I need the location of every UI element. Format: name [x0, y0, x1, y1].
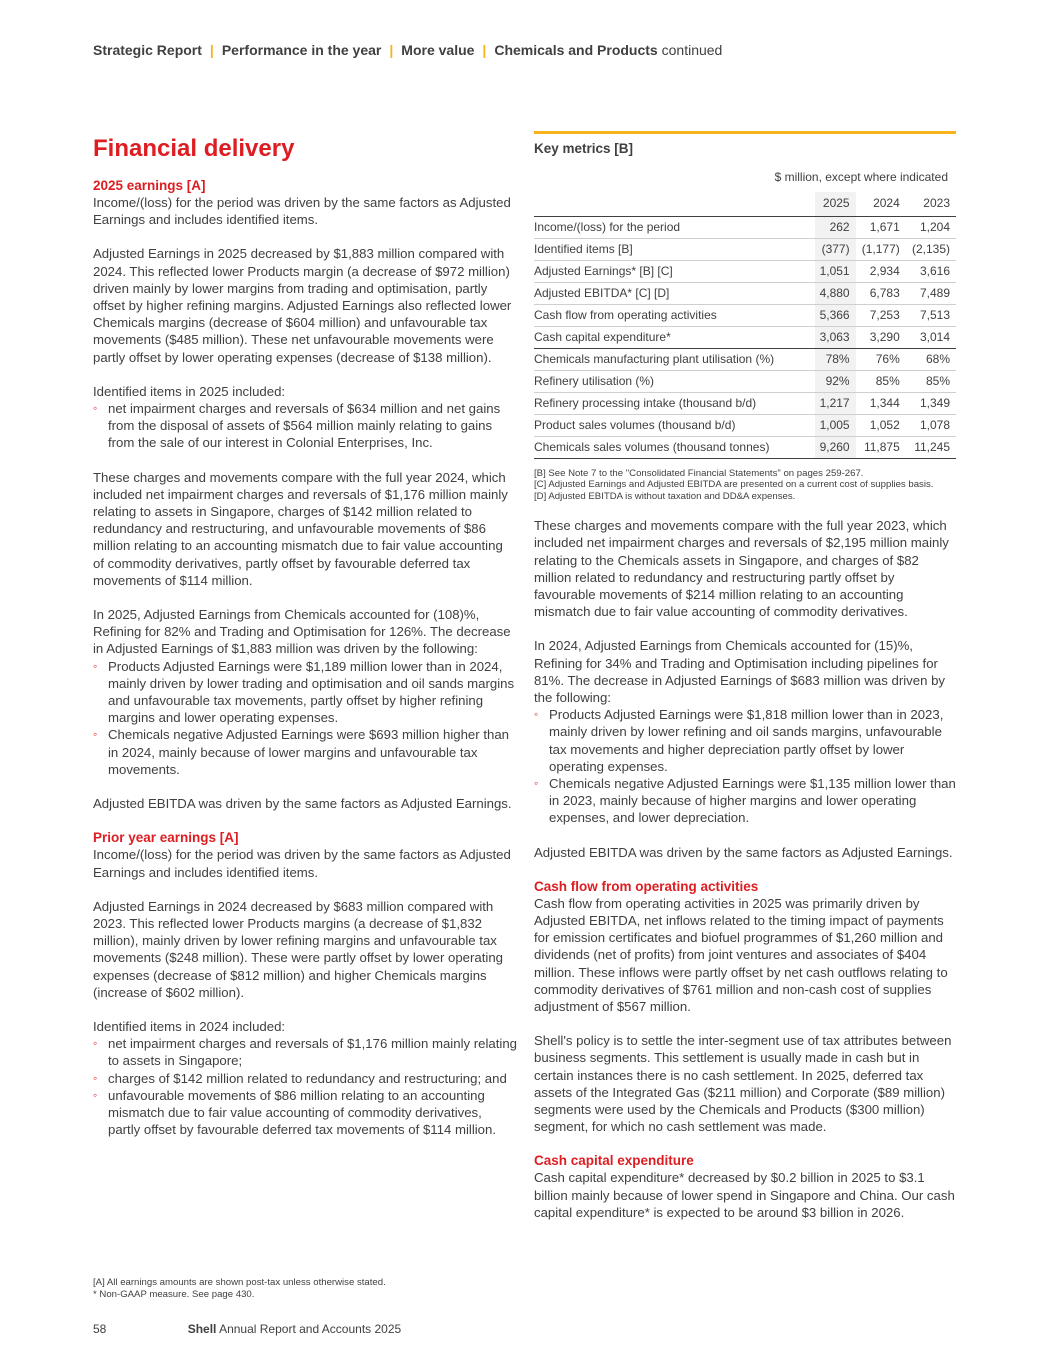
cell-2024: 7,253: [856, 304, 906, 326]
breadcrumb-separator: |: [389, 42, 394, 58]
row-label: Adjusted Earnings* [B] [C]: [534, 260, 815, 282]
page-footnotes: [93, 1277, 386, 1301]
cell-2023: 1,204: [906, 216, 956, 238]
cell-2024: 1,671: [856, 216, 906, 238]
cell-2025: (377): [815, 238, 856, 260]
footnote: * Non-GAAP measure. See page 430.: [93, 1289, 255, 1300]
cell-2023: 1,349: [906, 392, 956, 414]
list-item: ◦ Chemicals negative Adjusted Earnings were $693 million higher than in 2024, mainly because of lower margins and unfavourable tax movements.: [93, 726, 517, 778]
table-row: [534, 348, 956, 370]
list-item: ◦ net impairment charges and reversals of $1,176 million mainly relating to assets in Singapore;: [93, 1035, 517, 1069]
row-label: Identified items [B]: [534, 238, 815, 260]
table-note: [D] Adjusted EBITDA is without taxation and DD&A expenses.: [534, 490, 796, 502]
page-title: Financial delivery: [93, 135, 295, 162]
table-row: [534, 304, 956, 326]
breadcrumb-item-more-value[interactable]: More value: [401, 42, 475, 58]
list-item: ◦ charges of $142 million related to redundancy and restructuring; and: [93, 1070, 517, 1087]
table-row: [534, 392, 956, 414]
cell-2024: 76%: [856, 348, 906, 370]
row-label: Income/(loss) for the period: [534, 216, 815, 238]
paragraph: In 2024, Adjusted Earnings from Chemicals accounted for (15)%, Refining for 34% and Trading and Optimisation including pipelines for 81%. The decrease in Adjusted Earnings of $683 million was driven by the following:: [534, 638, 946, 705]
table-row: [534, 260, 956, 282]
table-row: [534, 238, 956, 260]
cell-2025: 1,051: [815, 260, 856, 282]
cell-2025: 9,260: [815, 436, 856, 458]
breadcrumb-item-strategic-report[interactable]: Strategic Report: [93, 42, 202, 58]
table-row: [534, 436, 956, 458]
cell-2024: 1,344: [856, 392, 906, 414]
bullet-list: [534, 706, 956, 826]
row-label: Chemicals sales volumes (thousand tonnes): [534, 436, 815, 458]
cell-2023: 7,513: [906, 304, 956, 326]
bullet-list: [93, 1035, 517, 1138]
table-header-2024: 2024: [856, 192, 906, 216]
cell-2023: 3,014: [906, 326, 956, 348]
cell-2023: 3,616: [906, 260, 956, 282]
cell-2024: 3,290: [856, 326, 906, 348]
cell-2025: 262: [815, 216, 856, 238]
paragraph: In 2025, Adjusted Earnings from Chemicals accounted for (108)%, Refining for 82% and Trading and Optimisation for 126%. The decrease in Adjusted Earnings of $1,883 million was driven by the following:: [93, 607, 511, 657]
key-metrics-unit: $ million, except where indicated: [774, 170, 948, 185]
key-metrics-rule: [534, 131, 956, 134]
row-label: Chemicals manufacturing plant utilisation (%): [534, 348, 815, 370]
cell-2023: 1,078: [906, 414, 956, 436]
cell-2024: 1,052: [856, 414, 906, 436]
cell-2025: 5,366: [815, 304, 856, 326]
paragraph: Cash flow from operating activities in 2025 was primarily driven by Adjusted EBITDA, net inflows related to the timing impact of payments for emission certificates and biofuel programmes of $1,260 million and dividends (net of profits) from joint ventures and associates of $404 million. These inflows were partly offset by net cash outflows relating to commodity derivatives of $761 million and non-cash cost of supplies adjustment of $567 million.: [534, 895, 948, 1014]
breadcrumb-continued: continued: [661, 42, 723, 58]
paragraph: Adjusted EBITDA was driven by the same factors as Adjusted Earnings.: [534, 844, 953, 860]
paragraph: Adjusted Earnings in 2025 decreased by $1,883 million compared with 2024. This reflected lower Products margin (a decrease of $972 million) driven mainly by lower margins from trading and optimisation, partly offset by higher refining margins. Adjusted Earnings also reflected lower Chemicals margins (decrease of $604 million) and unfavourable tax movements ($485 million). These net unfavourable movements were partly offset by lower operating expenses (decrease of $138 million).: [93, 246, 512, 365]
cell-2025: 1,217: [815, 392, 856, 414]
cell-2024: 11,875: [856, 436, 906, 458]
table-header-2023: 2023: [906, 192, 956, 216]
cell-2023: (2,135): [906, 238, 956, 260]
footnote: [A] All earnings amounts are shown post-tax unless otherwise stated.: [93, 1277, 386, 1288]
paragraph: Cash capital expenditure* decreased by $0.2 billion in 2025 to $3.1 billion mainly because of lower spend in Singapore and China. Our cash capital expenditure* is expected to be around $3 billion in 2026.: [534, 1170, 955, 1220]
table-row: [534, 370, 956, 392]
page-number: 58: [93, 1322, 107, 1336]
row-label: Cash flow from operating activities: [534, 304, 815, 326]
breadcrumb-separator: |: [209, 42, 214, 58]
right-column: [534, 134, 956, 1238]
table-header-row: [534, 192, 956, 216]
cell-2024: 6,783: [856, 282, 906, 304]
brand-name: Shell: [187, 1322, 217, 1336]
list-item: ◦ Products Adjusted Earnings were $1,818 million lower than in 2023, mainly driven by lower refining and oil sands margins, unfavourable tax movements and higher depreciation partly offset by lower operating expenses.: [534, 706, 956, 775]
cell-2025: 78%: [815, 348, 856, 370]
breadcrumb: [93, 42, 722, 58]
paragraph: Adjusted Earnings in 2024 decreased by $683 million compared with 2023. This reflected lower Products margins (a decrease of $1,832 million), mainly driven by lower refining margins and unfavourable tax movements ($248 million). These were partly offset by lower operating expenses (decrease of $812 million) and higher Chemicals margins (increase of $602 million).: [93, 898, 503, 1000]
breadcrumb-item-chemicals[interactable]: Chemicals and Products: [494, 42, 658, 58]
table-row: [534, 216, 956, 238]
cell-2024: 85%: [856, 370, 906, 392]
table-row: [534, 414, 956, 436]
cell-2025: 3,063: [815, 326, 856, 348]
paragraph: These charges and movements compare with the full year 2024, which included net impairment charges and reversals of $1,176 million mainly relating to assets in Singapore, charges of $142 million related to redundancy and restructuring, and unfavourable movements of $86 million relating to an accounting mismatch due to fair value accounting of commodity derivatives, partly offset by favourable deferred tax movements of $114 million.: [93, 469, 508, 588]
cell-2023: 85%: [906, 370, 956, 392]
list-item: ◦ unfavourable movements of $86 million relating to an accounting mismatch due to fair value accounting of commodity derivatives, partly offset by favourable deferred tax movements of $114 million.: [93, 1087, 517, 1139]
breadcrumb-item-performance[interactable]: Performance in the year: [221, 42, 382, 58]
row-label: Product sales volumes (thousand b/d): [534, 414, 815, 436]
bullet-list: [93, 400, 517, 452]
row-label: Adjusted EBITDA* [C] [D]: [534, 282, 815, 304]
cell-2023: 68%: [906, 348, 956, 370]
bullet-list: [93, 658, 517, 778]
cell-2024: (1,177): [856, 238, 906, 260]
page-footer: [93, 1322, 401, 1336]
cash-capex-heading: Cash capital expenditure: [534, 1153, 694, 1169]
row-label: Refinery utilisation (%): [534, 370, 815, 392]
list-item: ◦ net impairment charges and reversals of $634 million and net gains from the disposal of assets of $564 million mainly relating to gains from the sale of our interest in Colonial Enterprises, Inc.: [93, 400, 517, 452]
breadcrumb-separator: |: [482, 42, 487, 58]
paragraph: These charges and movements compare with the full year 2023, which included net impairment charges and reversals of $2,195 million mainly relating to the Chemicals assets in Singapore, and charges of $82 million related to redundancy and restructuring partly offset by favourable movements of $214 million relating to an accounting mismatch due to fair value accounting of commodity derivatives.: [534, 518, 949, 620]
row-label: Cash capital expenditure*: [534, 326, 815, 348]
paragraph: Income/(loss) for the period was driven by the same factors as Adjusted Earnings and includes identified items.: [93, 195, 511, 228]
cell-2025: 1,005: [815, 414, 856, 436]
cell-2024: 2,934: [856, 260, 906, 282]
table-header-label: [534, 192, 815, 216]
list-item: ◦ Products Adjusted Earnings were $1,189 million lower than in 2024, mainly driven by lower trading and optimisation and oil sands margins and unfavourable tax movements, partly offset by higher refining margins and lower operating expenses.: [93, 658, 517, 727]
cell-2025: 92%: [815, 370, 856, 392]
row-label: Refinery processing intake (thousand b/d): [534, 392, 815, 414]
prior-year-heading: Prior year earnings [A]: [93, 830, 239, 846]
paragraph: Adjusted EBITDA was driven by the same factors as Adjusted Earnings.: [93, 796, 512, 812]
cell-2023: 7,489: [906, 282, 956, 304]
cash-flow-heading: Cash flow from operating activities: [534, 878, 759, 894]
table-row: [534, 326, 956, 348]
table-row: [534, 282, 956, 304]
list-item: ◦ Chemicals negative Adjusted Earnings were $1,135 million lower than in 2023, mainly because of higher margins and lower operating expenses, and lower depreciation.: [534, 775, 956, 827]
table-header-2025: 2025: [815, 192, 856, 216]
paragraph: Income/(loss) for the period was driven by the same factors as Adjusted Earnings and includes identified items.: [93, 847, 511, 880]
key-metrics-title: Key metrics [B]: [534, 141, 634, 156]
table-note: [B] See Note 7 to the "Consolidated Financial Statements" on pages 259-267.: [534, 467, 864, 479]
table-note: [C] Adjusted Earnings and Adjusted EBITDA are presented on a current cost of supplies basis.: [534, 479, 934, 491]
report-title: Annual Report and Accounts 2025: [219, 1322, 402, 1336]
earnings-2025-heading: 2025 earnings [A]: [93, 178, 206, 193]
paragraph: Identified items in 2025 included:: [93, 383, 286, 399]
cell-2023: 11,245: [906, 436, 956, 458]
left-column: [93, 134, 517, 1155]
table-notes: [534, 468, 956, 503]
key-metrics-table: [534, 192, 956, 458]
cell-2025: 4,880: [815, 282, 856, 304]
paragraph: Identified items in 2024 included:: [93, 1018, 286, 1034]
paragraph: Shell's policy is to settle the inter-segment use of tax attributes between business segments. This settlement is usually made in cash but in certain instances there is no cash settlement. In 2025, deferred tax assets of the Integrated Gas ($211 million) and Corporate ($89 million) segments were used by the Chemicals and Products ($300 million) segment, for which no cash settlement was made.: [534, 1033, 952, 1135]
